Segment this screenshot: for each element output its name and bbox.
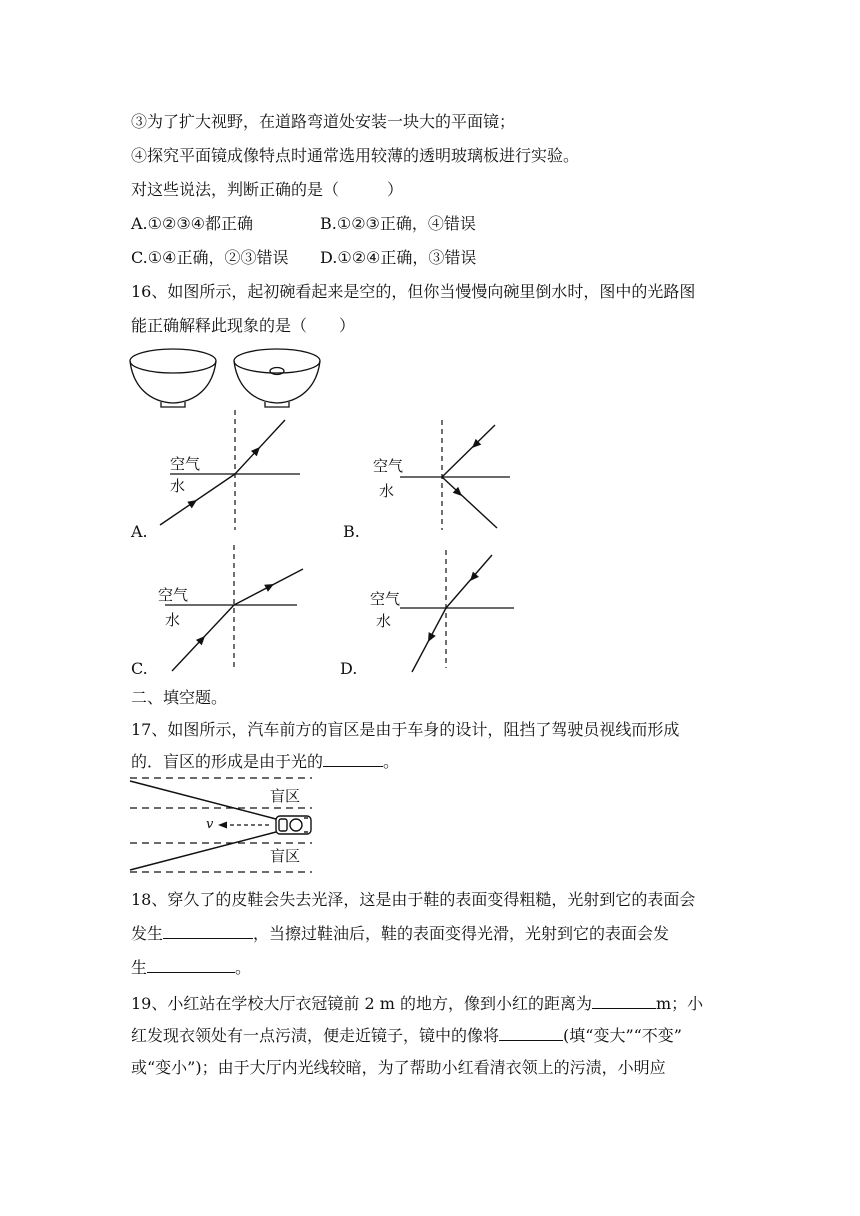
label-water: 水: [170, 477, 186, 495]
arrow-icon: [187, 497, 199, 509]
q15-option-d: D.①②④正确，③错误: [320, 248, 477, 267]
q18-answer-blank-1[interactable]: [163, 924, 253, 939]
incident-ray: [446, 555, 492, 608]
q17-line1: 17、如图所示，汽车前方的盲区是由于车身的设计，阻挡了驾驶员视线而形成: [131, 720, 680, 739]
q18-line3: [131, 958, 251, 978]
diagram-b: [400, 420, 520, 530]
q19-text-d: (填“变大”“不变”: [563, 1026, 682, 1045]
q19-answer-blank-2[interactable]: [499, 1026, 563, 1041]
label-air: 空气: [370, 590, 401, 608]
label-water: 水: [165, 611, 181, 629]
q18-line2: [131, 924, 669, 944]
option-d-label: D.: [340, 659, 358, 678]
q15-item4: ④探究平面镜成像特点时通常选用较薄的透明玻璃板进行实验。: [131, 146, 580, 165]
q15-option-c: C.①④正确，②③错误: [131, 248, 289, 267]
velocity-label: v: [206, 817, 214, 832]
q16-line2: 能正确解释此现象的是（ ）: [131, 316, 356, 335]
q15-option-a: A.①②③④都正确: [131, 214, 254, 233]
q15-item3: ③为了扩大视野，在道路弯道处安装一块大的平面镜；: [131, 112, 516, 131]
q16-line1: 16、如图所示，起初碗看起来是空的，但你当慢慢向碗里倒水时，图中的光路图: [131, 282, 696, 301]
q19-text-a: 19、小红站在学校大厅衣冠镜前 2 m 的地方，像到小红的距离为: [131, 994, 592, 1013]
car-icon: [276, 816, 311, 834]
arrow-icon: [218, 822, 227, 829]
blind-zone-label-bottom: 盲区: [270, 847, 301, 865]
option-a-label: A.: [131, 522, 148, 541]
q18-text-b: ，当擦过鞋油后，鞋的表面变得光滑，光射到它的表面会发: [253, 924, 670, 943]
q19-text-b: m；小: [655, 994, 704, 1013]
label-air: 空气: [158, 586, 189, 604]
option-b-label: B.: [343, 522, 360, 541]
q15-stem: 对这些说法，判断正确的是（ ）: [131, 180, 404, 199]
arrow-icon: [424, 632, 435, 644]
q17-text: 的．盲区的形成是由于光的: [131, 752, 324, 771]
q19-text-c: 红发现衣领处有一点污渍，便走近镜子，镜中的像将: [131, 1026, 500, 1045]
empty-bowl: [130, 349, 216, 407]
q18-text-a: 发生: [131, 924, 164, 943]
q19-answer-blank-1[interactable]: [592, 994, 656, 1009]
sight-line-bottom: [130, 832, 276, 870]
blind-zone-label-top: 盲区: [270, 787, 301, 805]
sight-line-top: [130, 781, 276, 819]
q17-answer-blank[interactable]: [323, 752, 383, 767]
label-air: 空气: [373, 457, 404, 475]
q18-text-c: 生: [131, 958, 148, 977]
option-c-label: C.: [131, 659, 148, 678]
q18-line1: 18、穿久了的皮鞋会失去光泽，这是由于鞋的表面变得粗糙，光射到它的表面会: [131, 890, 696, 909]
q18-answer-blank-2[interactable]: [147, 958, 235, 973]
section-title: 二、填空题。: [131, 688, 228, 707]
label-air: 空气: [170, 455, 201, 473]
q17-period: 。: [383, 752, 400, 771]
bowl-with-coin: [234, 349, 320, 407]
q19-line1: [131, 994, 703, 1014]
q19-line3: 或“变小”)；由于大厅内光线较暗，为了帮助小红看清衣领上的污渍，小明应: [131, 1058, 666, 1077]
incident-ray: [442, 425, 495, 477]
diagram-c: [160, 545, 310, 675]
q18-period: 。: [235, 958, 252, 977]
arrow-icon: [264, 580, 276, 591]
q15-option-b: B.①②③正确，④错误: [320, 214, 476, 233]
label-water: 水: [379, 482, 395, 500]
diagram-d: [400, 550, 520, 675]
label-water: 水: [376, 612, 392, 630]
q17-line2: [131, 752, 399, 772]
bowls-figure: [125, 345, 335, 415]
q19-line2: [131, 1026, 682, 1046]
reflected-ray: [442, 477, 497, 528]
